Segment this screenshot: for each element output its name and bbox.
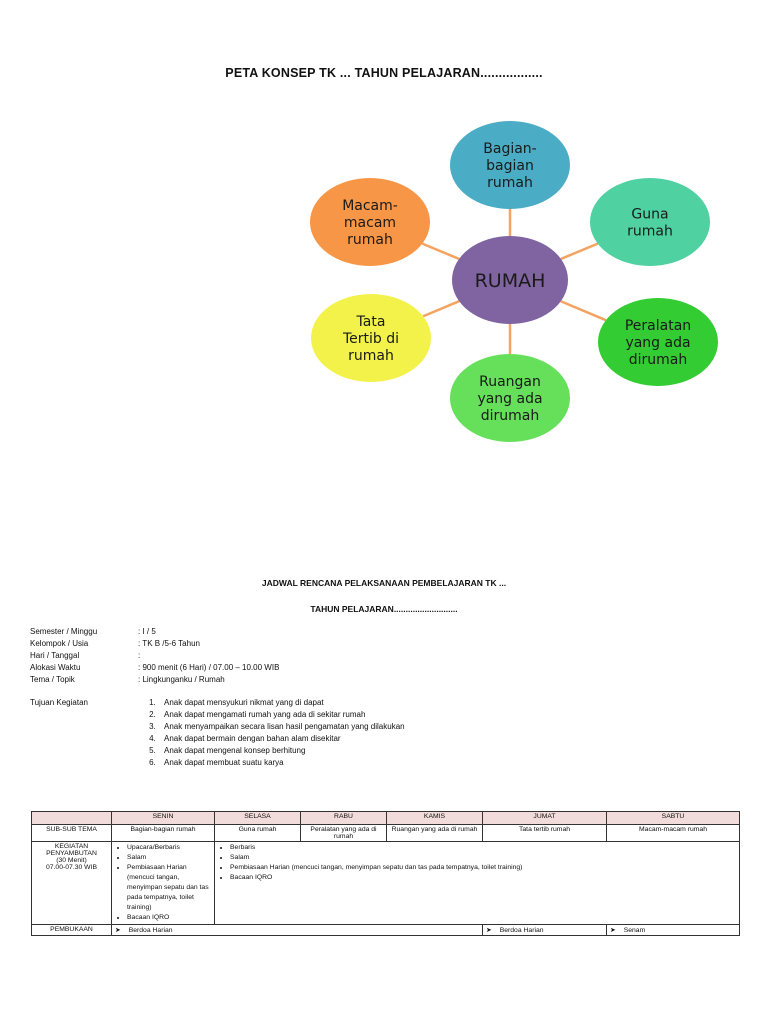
node-label: rumah [348,348,394,364]
row-label-line: PENYAMBUTAN [46,850,97,857]
node-label: Bagian- [483,141,537,157]
opening-rest-cell [215,842,740,925]
activity-item: • Pembiasaan Harian (mencuci tangan, menyimpan sepatu dan tas pada tempatnya, toilet training) [127,863,211,913]
concept-node [310,178,430,266]
header-empty [32,812,112,825]
table-row-subtheme [32,825,740,842]
goals-block [30,697,405,769]
connector-line [423,301,459,316]
node-label: Ruangan [479,374,541,390]
header-day: SENIN [112,812,215,825]
activity-item: Berdoa Harian [499,926,544,934]
activity-item: Berdoa Harian [128,926,173,934]
node-label: Tata [356,314,386,330]
info-block [30,626,538,686]
info-row-hari [30,650,538,662]
node-label: rumah [347,232,393,248]
connector-line [422,244,459,259]
info-row-kelompok [30,638,538,650]
row-label [32,842,112,925]
info-value: : I / 5 [138,627,156,636]
node-label: Peralatan [624,318,692,334]
node-label: yang ada [625,335,691,351]
subtheme-cell: Tata tertib rumah [483,825,607,842]
arrow-bullet-icon: ➤ [115,927,121,934]
info-label: Alokasi Waktu [30,663,81,672]
concept-node [598,298,718,386]
goal-item: 5. Anak dapat mengenal konsep berhitung [158,745,405,757]
node-label: dirumah [480,408,540,424]
center-node [452,236,568,324]
concept-map-svg [300,115,730,445]
schedule-title: JADWAL RENCANA PELAKSANAAN PEMBELAJARAN TK ... [261,578,507,588]
node-label: bagian [486,158,534,174]
header-day: SELASA [215,812,301,825]
goals-label: Tujuan Kegiatan [30,698,88,707]
subtheme-cell: Macam-macam rumah [607,825,740,842]
arrow-bullet-icon: ➤ [486,927,492,934]
opening-monday-cell [112,842,215,925]
subtheme-cell: Ruangan yang ada di rumah [387,825,483,842]
table-row-pembukaan [32,925,740,936]
row-label-line: KEGIATAN [54,843,89,850]
goal-item: 4. Anak dapat bermain dengan bahan alam disekitar [158,733,405,745]
info-label: Kelompok / Usia [30,639,89,648]
concept-node [590,178,710,266]
header-day: RABU [301,812,387,825]
info-value: : 900 menit (6 Hari) / 07.00 – 10.00 WIB [138,663,280,672]
subtheme-cell: Guna rumah [215,825,301,842]
info-row-tema [30,674,538,686]
node-label: macam [343,215,397,231]
goal-item: 3. Anak menyampaikan secara lisan hasil pengamatan yang dilakukan [158,721,405,733]
connector-line [561,244,598,259]
header-day: JUMAT [483,812,607,825]
row-label: SUB-SUB TEMA [32,825,112,842]
info-row-semester [30,626,538,638]
activity-item: • Bacaan IQRO [127,913,211,923]
header-day: KAMIS [387,812,483,825]
node-label: rumah [487,175,533,191]
row-label-line: 07.00-07.30 WIB [45,864,97,871]
node-label: Tertib di [342,331,400,347]
info-label: Tema / Topik [30,675,75,684]
pembukaan-cell [607,925,740,936]
activity-item: • Salam [127,853,211,863]
activity-item: • Upacara/Berbaris [127,843,211,853]
concept-map [300,115,730,445]
concept-node [311,294,431,382]
connector-line [561,301,606,320]
schedule-table [31,811,740,936]
page-title: PETA KONSEP TK ... TAHUN PELAJARAN................. [225,66,543,80]
goals-list [142,697,405,769]
table-header-row [32,812,740,825]
goal-item: 6. Anak dapat membuat suatu karya [158,757,405,769]
row-label-line: (30 Menit) [56,857,87,864]
row-label: PEMBUKAAN [32,925,112,936]
activity-item: • Berbaris [230,843,736,853]
table-row-opening [32,842,740,925]
node-label: rumah [627,223,673,240]
info-value: : TK B /5-6 Tahun [138,639,200,648]
node-label: Macam- [342,198,398,214]
node-label: yang ada [477,391,543,407]
activity-item: • Pembiasaan Harian (mencuci tangan, menyimpan sepatu dan tas pada tempatnya, toilet training) [230,863,736,873]
activity-list [218,843,736,883]
activity-item: • Salam [230,853,736,863]
pembukaan-cell [483,925,607,936]
pembukaan-cell [112,925,483,936]
concept-node [450,354,570,442]
subtheme-cell: Peralatan yang ada di rumah [301,825,387,842]
goal-item: 2. Anak dapat mengamati rumah yang ada di sekitar rumah [158,709,405,721]
concept-node [450,121,570,209]
info-value: : Lingkunganku / Rumah [138,675,225,684]
activity-item: • Bacaan IQRO [230,873,736,883]
info-row-alokasi [30,662,538,674]
node-label: dirumah [628,352,688,368]
activity-item: Senam [623,926,646,934]
info-label: Hari / Tanggal [30,651,80,660]
activity-list [115,843,211,923]
info-label: Semester / Minggu [30,627,98,636]
center-label: RUMAH [474,270,546,292]
header-day: SABTU [607,812,740,825]
arrow-bullet-icon: ➤ [610,927,616,934]
subtheme-cell: Bagian-bagian rumah [112,825,215,842]
info-value: : [138,651,141,660]
node-label: Guna [631,206,669,223]
schedule-year: TAHUN PELAJARAN........................... [310,604,458,614]
goal-item: 1. Anak dapat mensyukuri nikmat yang di dapat [158,697,405,709]
